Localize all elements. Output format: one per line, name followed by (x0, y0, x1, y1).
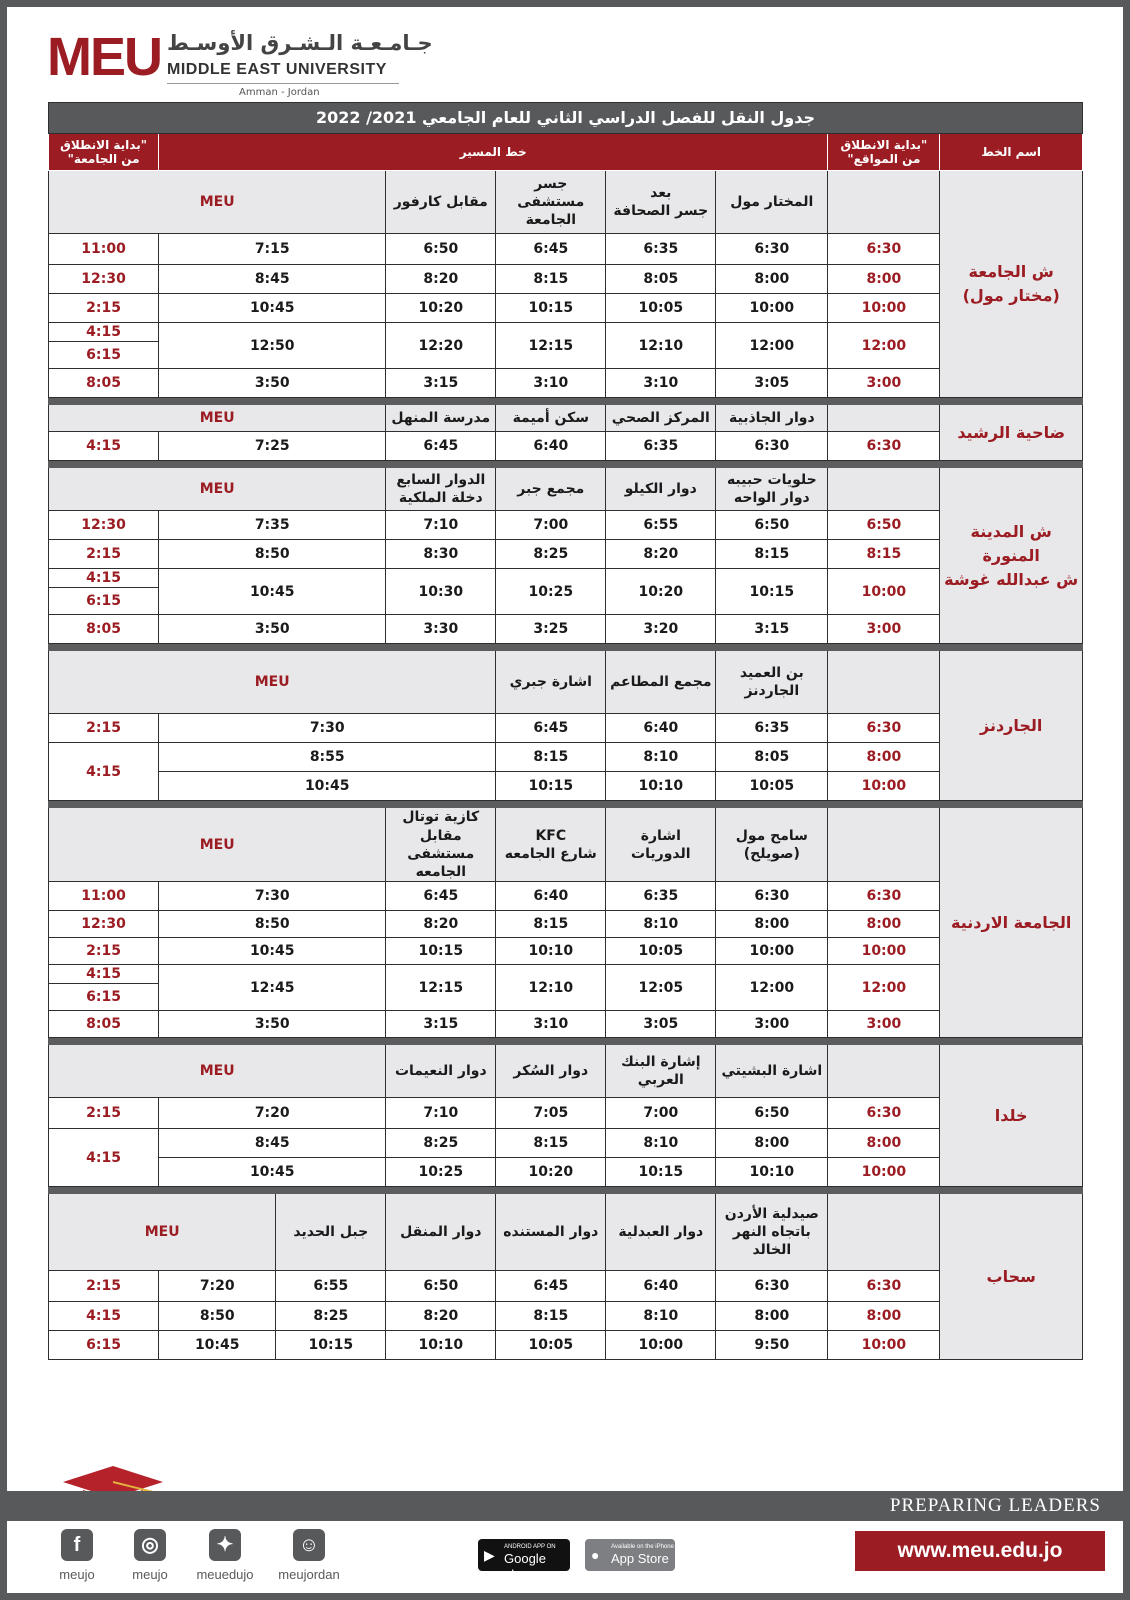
stop-time: 6:45 (386, 882, 496, 911)
stops-row (49, 171, 1083, 234)
start-time-university: 2:15 (49, 1271, 159, 1302)
stop-time: 6:45 (496, 1271, 606, 1302)
stop-time: 8:05 (716, 743, 828, 772)
start-time-university: 4:15 (49, 965, 159, 984)
stop-time: 6:45 (496, 714, 606, 743)
stop-time: 6:30 (716, 882, 828, 911)
stop-time: 8:50 (159, 540, 386, 569)
header-line-name: اسم الخط (940, 134, 1083, 171)
stop-time: 3:10 (606, 369, 716, 398)
stop-time: 3:00 (716, 1011, 828, 1038)
spacer-cell (49, 1187, 1083, 1194)
stop-time: 8:55 (159, 743, 496, 772)
schedule-row (49, 369, 1083, 398)
stop-time: 6:55 (276, 1271, 386, 1302)
stop-time: 6:40 (606, 1271, 716, 1302)
block-spacer (49, 644, 1083, 651)
block-spacer (49, 1187, 1083, 1194)
table-header-row (49, 134, 1083, 171)
stops-row (49, 651, 1083, 714)
header-route: خط المسير (159, 134, 828, 171)
social-label: meujordan (278, 1567, 340, 1582)
schedule-row (49, 511, 1083, 540)
schedule-row (49, 1158, 1083, 1187)
google-play-small-text: ANDROID APP ON (504, 1544, 556, 1550)
stop-name: دوار المستنده (496, 1194, 606, 1271)
stop-time: 10:25 (386, 1158, 496, 1187)
stop-time: 6:45 (386, 432, 496, 461)
stop-time: 10:10 (496, 938, 606, 965)
stop-destination: MEU (49, 468, 386, 511)
schedule-row (49, 1302, 1083, 1331)
stop-time: 12:00 (716, 965, 828, 1011)
line-name: الجامعة الاردنية (940, 808, 1083, 1038)
start-time-locations: 8:15 (828, 540, 940, 569)
start-time-locations: 6:30 (828, 714, 940, 743)
schedule-row (49, 714, 1083, 743)
block-spacer (49, 801, 1083, 808)
stop-name: مقابل كارفور (386, 171, 496, 234)
stop-name: دوار النعيمات (386, 1045, 496, 1098)
stop-time: 12:15 (386, 965, 496, 1011)
logo-arabic-name: جـامـعـة الـشـرق الأوسـط (167, 31, 433, 55)
header-start-from-university: "بداية الانطلاق من الجامعة" (49, 134, 159, 171)
instagram-icon: ◎ (134, 1529, 166, 1561)
google-play-badge[interactable] (478, 1539, 570, 1582)
schedule-row (49, 265, 1083, 294)
stop-empty-cell (828, 405, 940, 432)
line-name: سحاب (940, 1194, 1083, 1360)
start-time-university: 4:15 (49, 569, 159, 588)
stop-time: 7:20 (159, 1271, 276, 1302)
app-store-label: App Store (611, 1551, 669, 1566)
stops-row (49, 468, 1083, 511)
start-time-locations: 6:30 (828, 234, 940, 265)
stop-time: 10:10 (606, 772, 716, 801)
stop-name: بعد جسر الصحافة (606, 171, 716, 234)
schedule-row (49, 540, 1083, 569)
stop-time: 6:45 (496, 234, 606, 265)
start-time-university: 2:15 (49, 938, 159, 965)
stop-name: مجمع جبر (496, 468, 606, 511)
stop-destination: MEU (49, 651, 496, 714)
stop-time: 6:50 (386, 1271, 496, 1302)
start-time-university: 4:15 (49, 743, 159, 801)
stop-name: بن العميد الجاردنز (716, 651, 828, 714)
stop-time: 6:35 (606, 432, 716, 461)
social-instagram[interactable] (110, 1529, 190, 1582)
stop-time: 8:20 (386, 1302, 496, 1331)
stop-name: اشارة البشيتي (716, 1045, 828, 1098)
schedule-row (49, 569, 1083, 588)
start-time-locations: 3:00 (828, 1011, 940, 1038)
block-spacer (49, 398, 1083, 405)
stop-time: 10:05 (496, 1331, 606, 1360)
start-time-locations: 10:00 (828, 569, 940, 615)
stop-name: دوار الكيلو (606, 468, 716, 511)
stop-empty-cell (828, 171, 940, 234)
stop-time: 3:25 (496, 615, 606, 644)
stop-name: كازية توتال مقابل مستشفى الجامعه (386, 808, 496, 882)
stops-row (49, 1194, 1083, 1271)
table-title-row (49, 103, 1083, 134)
app-store-badge[interactable] (585, 1539, 675, 1571)
start-time-locations: 6:30 (828, 1271, 940, 1302)
stop-time: 10:45 (159, 772, 496, 801)
transport-schedule-table (48, 102, 1083, 1360)
stop-name: دوار العبدلية (606, 1194, 716, 1271)
stops-row (49, 405, 1083, 432)
stop-time: 8:10 (606, 743, 716, 772)
stop-time: 3:30 (386, 615, 496, 644)
stop-time: 7:00 (496, 511, 606, 540)
logo-divider (167, 83, 399, 84)
start-time-university: 2:15 (49, 714, 159, 743)
stop-time: 10:45 (159, 1158, 386, 1187)
stop-time: 10:00 (716, 294, 828, 323)
line-name: ش المدينة المنورة ش عبدالله غوشة (940, 468, 1083, 644)
start-time-university: 12:30 (49, 265, 159, 294)
start-time-locations: 6:30 (828, 432, 940, 461)
stop-time: 6:50 (716, 511, 828, 540)
stop-time: 7:25 (159, 432, 386, 461)
tagline: PREPARING LEADERS (889, 1495, 1101, 1516)
start-time-university: 8:05 (49, 1011, 159, 1038)
schedule-row (49, 743, 1083, 772)
start-time-university: 6:15 (49, 342, 159, 369)
stop-time: 10:15 (606, 1158, 716, 1187)
stop-time: 8:45 (159, 265, 386, 294)
stop-time: 7:05 (496, 1098, 606, 1129)
stop-time: 10:45 (159, 938, 386, 965)
stop-time: 12:05 (606, 965, 716, 1011)
stop-time: 8:25 (276, 1302, 386, 1331)
stop-time: 10:30 (386, 569, 496, 615)
start-time-university: 6:15 (49, 1331, 159, 1360)
stop-time: 6:50 (386, 234, 496, 265)
header-start-from-locations: "بداية الانطلاق من المواقع" (828, 134, 940, 171)
stop-destination: MEU (49, 405, 386, 432)
stop-time: 8:15 (496, 1129, 606, 1158)
stop-time: 6:30 (716, 1271, 828, 1302)
stop-time: 6:30 (716, 432, 828, 461)
logo-city: Amman - Jordan (239, 87, 320, 98)
start-time-locations: 6:30 (828, 1098, 940, 1129)
start-time-university: 6:15 (49, 588, 159, 615)
stop-time: 8:10 (606, 1129, 716, 1158)
page-frame (7, 7, 1123, 1593)
stop-name: المركز الصحي (606, 405, 716, 432)
logo-english-name: MIDDLE EAST UNIVERSITY (167, 61, 387, 78)
stop-time: 10:20 (606, 569, 716, 615)
schedule-row (49, 882, 1083, 911)
start-time-university: 8:05 (49, 615, 159, 644)
logo-mark: MEU (47, 27, 161, 87)
start-time-locations: 6:50 (828, 511, 940, 540)
start-time-locations: 12:00 (828, 323, 940, 369)
stop-time: 12:15 (496, 323, 606, 369)
start-time-locations: 8:00 (828, 265, 940, 294)
schedule-row (49, 1331, 1083, 1360)
line-name: خلدا (940, 1045, 1083, 1187)
stop-time: 3:20 (606, 615, 716, 644)
stop-name: دوار الجاذبية (716, 405, 828, 432)
stop-time: 7:00 (606, 1098, 716, 1129)
stop-destination: MEU (49, 808, 386, 882)
stop-time: 8:25 (386, 1129, 496, 1158)
spacer-cell (49, 801, 1083, 808)
stops-row (49, 1045, 1083, 1098)
stop-time: 6:40 (606, 714, 716, 743)
start-time-locations: 10:00 (828, 1158, 940, 1187)
start-time-locations: 12:00 (828, 965, 940, 1011)
start-time-locations: 8:00 (828, 1129, 940, 1158)
stop-name: حلويات حبيبه دوار الواحه (716, 468, 828, 511)
app-store-small-text: Available on the iPhone (611, 1544, 674, 1550)
start-time-university: 8:05 (49, 369, 159, 398)
stop-time: 10:15 (496, 772, 606, 801)
stop-time: 6:40 (496, 432, 606, 461)
social-label: meujo (59, 1567, 95, 1582)
line-name: ش الجامعة (مختار مول) (940, 171, 1083, 398)
stop-time: 6:50 (716, 1098, 828, 1129)
stop-time: 3:05 (716, 369, 828, 398)
stop-time: 6:55 (606, 511, 716, 540)
stop-name: جبل الحديد (276, 1194, 386, 1271)
stop-name: مجمع المطاعم (606, 651, 716, 714)
line-name: الجاردنز (940, 651, 1083, 801)
schedule-row (49, 615, 1083, 644)
stop-time: 12:00 (716, 323, 828, 369)
schedule-row (49, 323, 1083, 342)
stop-time: 8:00 (716, 911, 828, 938)
stop-name: مدرسة المنهل (386, 405, 496, 432)
start-time-locations: 10:00 (828, 294, 940, 323)
stop-time: 3:10 (496, 369, 606, 398)
start-time-locations: 3:00 (828, 615, 940, 644)
stop-destination: MEU (49, 1194, 276, 1271)
schedule-row (49, 432, 1083, 461)
google-play-label: Google play (504, 1551, 546, 1582)
schedule-row (49, 1271, 1083, 1302)
stop-time: 3:05 (606, 1011, 716, 1038)
stop-time: 7:15 (159, 234, 386, 265)
stop-time: 10:15 (716, 569, 828, 615)
stop-time: 10:00 (716, 938, 828, 965)
schedule-row (49, 772, 1083, 801)
stop-time: 10:20 (386, 294, 496, 323)
stop-time: 8:10 (606, 911, 716, 938)
schedule-row (49, 1129, 1083, 1158)
schedule-row (49, 294, 1083, 323)
start-time-university: 4:15 (49, 323, 159, 342)
stop-time: 8:00 (716, 265, 828, 294)
stop-time: 3:15 (386, 369, 496, 398)
schedule-row (49, 1098, 1083, 1129)
start-time-locations: 8:00 (828, 743, 940, 772)
stop-time: 7:30 (159, 714, 496, 743)
stop-time: 3:50 (159, 1011, 386, 1038)
start-time-locations: 10:00 (828, 772, 940, 801)
stop-time: 8:00 (716, 1129, 828, 1158)
stop-time: 10:15 (386, 938, 496, 965)
start-time-university: 4:15 (49, 432, 159, 461)
stop-time: 8:20 (386, 911, 496, 938)
stop-time: 8:50 (159, 911, 386, 938)
stop-time: 10:45 (159, 569, 386, 615)
stop-name: المختار مول (716, 171, 828, 234)
stop-name: اشارة جبري (496, 651, 606, 714)
spacer-cell (49, 461, 1083, 468)
stop-time: 12:45 (159, 965, 386, 1011)
start-time-locations: 10:00 (828, 1331, 940, 1360)
stop-name: الدوار السابع دخلة الملكية (386, 468, 496, 511)
stop-time: 3:15 (386, 1011, 496, 1038)
stop-time: 8:00 (716, 1302, 828, 1331)
start-time-university: 4:15 (49, 1129, 159, 1187)
stop-time: 8:25 (496, 540, 606, 569)
stop-time: 8:15 (496, 265, 606, 294)
stop-time: 10:15 (276, 1331, 386, 1360)
stop-time: 3:50 (159, 369, 386, 398)
stop-time: 7:10 (386, 1098, 496, 1129)
stop-time: 8:20 (606, 540, 716, 569)
stop-time: 8:15 (496, 743, 606, 772)
start-time-university: 2:15 (49, 540, 159, 569)
spacer-cell (49, 644, 1083, 651)
stop-name: KFC شارع الجامعه (496, 808, 606, 882)
start-time-university: 6:15 (49, 984, 159, 1011)
stop-empty-cell (828, 1045, 940, 1098)
stop-name: إشارة البنك العربي (606, 1045, 716, 1098)
stop-time: 7:20 (159, 1098, 386, 1129)
stop-time: 10:05 (716, 772, 828, 801)
stop-time: 6:30 (716, 234, 828, 265)
social-snapchat[interactable] (269, 1529, 349, 1582)
stop-time: 8:15 (496, 911, 606, 938)
schedule-row (49, 938, 1083, 965)
stop-time: 10:10 (386, 1331, 496, 1360)
stop-empty-cell (828, 651, 940, 714)
schedule-row (49, 234, 1083, 265)
social-label: meujo (132, 1567, 168, 1582)
start-time-university: 2:15 (49, 294, 159, 323)
stop-name: اشارة الدوريات (606, 808, 716, 882)
stop-time: 8:20 (386, 265, 496, 294)
stop-time: 10:20 (496, 1158, 606, 1187)
stop-empty-cell (828, 1194, 940, 1271)
table-title: جدول النقل للفصل الدراسي الثاني للعام الجامعي 2021/ 2022 (49, 103, 1083, 134)
stop-time: 7:35 (159, 511, 386, 540)
stop-time: 3:15 (716, 615, 828, 644)
stop-name: سكن أميمة (496, 405, 606, 432)
stop-destination: MEU (49, 1045, 386, 1098)
stop-time: 8:45 (159, 1129, 386, 1158)
stop-name: جسر مستشفى الجامعة (496, 171, 606, 234)
spacer-cell (49, 1038, 1083, 1045)
start-time-locations: 3:00 (828, 369, 940, 398)
snapchat-icon: ☺ (293, 1529, 325, 1561)
stop-time: 10:15 (496, 294, 606, 323)
block-spacer (49, 461, 1083, 468)
stop-time: 6:35 (716, 714, 828, 743)
stop-name: سامح مول (صويلح) (716, 808, 828, 882)
stop-time: 10:10 (716, 1158, 828, 1187)
line-name: ضاحية الرشيد (940, 405, 1083, 461)
schedule-row (49, 965, 1083, 984)
stop-time: 8:05 (606, 265, 716, 294)
twitter-icon: ✦ (209, 1529, 241, 1561)
schedule-row (49, 911, 1083, 938)
start-time-university: 12:30 (49, 511, 159, 540)
schedule-row (49, 1011, 1083, 1038)
social-label: meuedujo (196, 1567, 254, 1582)
stop-time: 10:25 (496, 569, 606, 615)
stop-name: دوار المنقل (386, 1194, 496, 1271)
stop-time: 10:00 (606, 1331, 716, 1360)
start-time-university: 11:00 (49, 234, 159, 265)
start-time-locations: 8:00 (828, 1302, 940, 1331)
stops-row (49, 808, 1083, 882)
stop-name: دوار السُكر (496, 1045, 606, 1098)
play-icon: ▶ (484, 1547, 495, 1563)
stop-time: 8:50 (159, 1302, 276, 1331)
apple-icon: ● (591, 1547, 600, 1563)
stop-time: 9:50 (716, 1331, 828, 1360)
start-time-locations: 6:30 (828, 882, 940, 911)
facebook-icon: f (61, 1529, 93, 1561)
stop-time: 10:05 (606, 294, 716, 323)
stop-time: 8:30 (386, 540, 496, 569)
stop-time: 3:10 (496, 1011, 606, 1038)
stop-time: 6:35 (606, 234, 716, 265)
stop-time: 3:50 (159, 615, 386, 644)
start-time-locations: 10:00 (828, 938, 940, 965)
website-url[interactable]: www.meu.edu.jo (855, 1531, 1105, 1571)
stop-time: 6:35 (606, 882, 716, 911)
social-facebook[interactable] (37, 1529, 117, 1582)
stop-time: 6:40 (496, 882, 606, 911)
stop-name: صيدلية الأردن باتجاه النهر الخالد (716, 1194, 828, 1271)
stop-time: 12:50 (159, 323, 386, 369)
start-time-university: 2:15 (49, 1098, 159, 1129)
stop-time: 7:30 (159, 882, 386, 911)
start-time-locations: 8:00 (828, 911, 940, 938)
start-time-university: 12:30 (49, 911, 159, 938)
social-twitter[interactable] (185, 1529, 265, 1582)
start-time-university: 11:00 (49, 882, 159, 911)
stop-time: 12:20 (386, 323, 496, 369)
stop-time: 8:15 (496, 1302, 606, 1331)
stop-time: 7:10 (386, 511, 496, 540)
university-logo (47, 27, 433, 107)
stop-time: 8:10 (606, 1302, 716, 1331)
stop-time: 8:15 (716, 540, 828, 569)
stop-time: 10:45 (159, 294, 386, 323)
stop-empty-cell (828, 468, 940, 511)
spacer-cell (49, 398, 1083, 405)
block-spacer (49, 1038, 1083, 1045)
stop-destination: MEU (49, 171, 386, 234)
stop-time: 10:05 (606, 938, 716, 965)
stop-time: 12:10 (606, 323, 716, 369)
stop-time: 12:10 (496, 965, 606, 1011)
start-time-university: 4:15 (49, 1302, 159, 1331)
stop-empty-cell (828, 808, 940, 882)
stop-time: 10:45 (159, 1331, 276, 1360)
